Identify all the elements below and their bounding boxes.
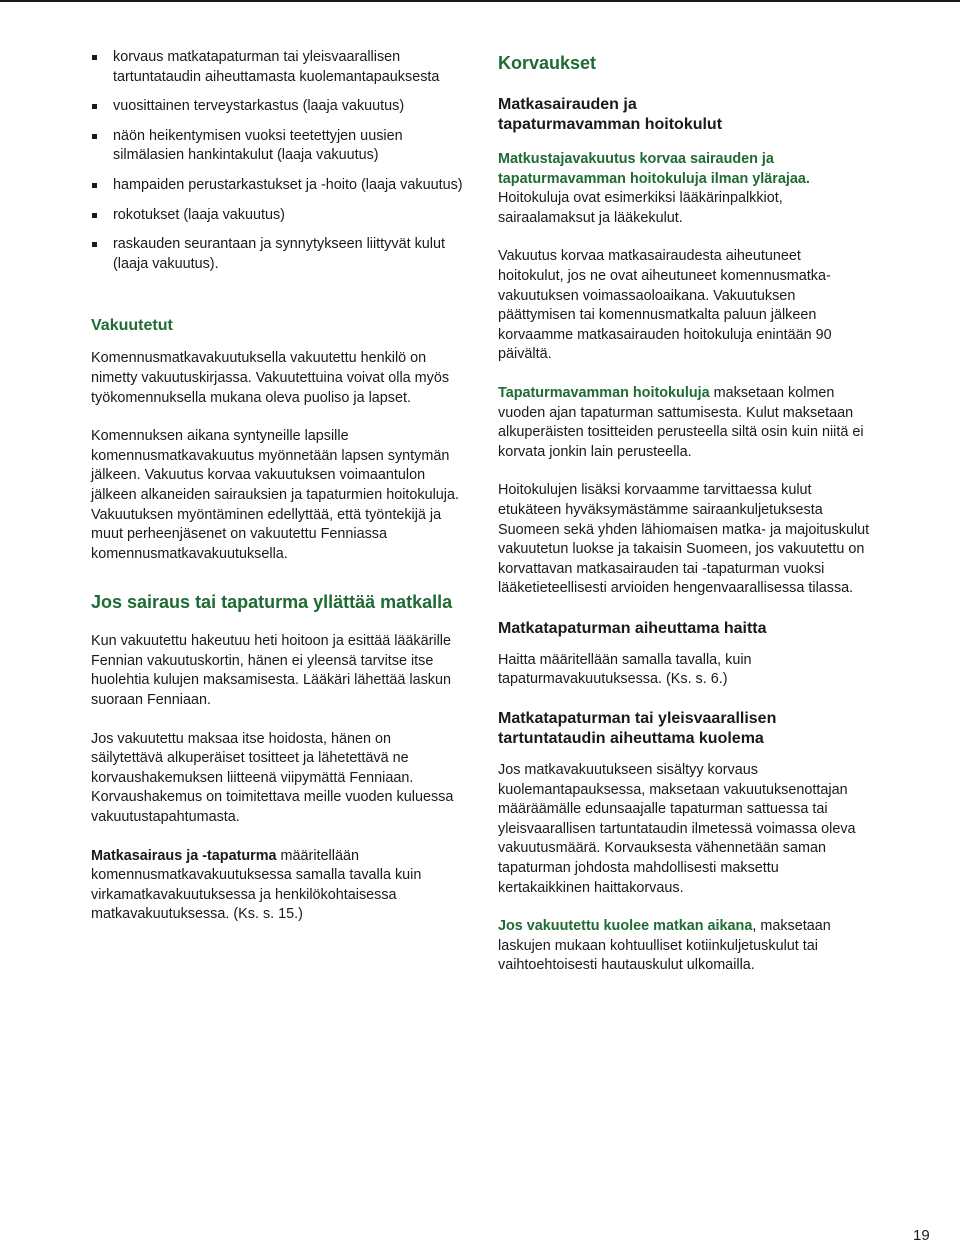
right-column bbox=[498, 48, 870, 976]
tapaturmavamma-term: Tapaturmavamman hoitokuluja bbox=[498, 384, 710, 401]
sairaus-paragraph-3 bbox=[91, 847, 466, 925]
tapaturmavamma-text: maksetaan kolmen vuoden ajan tapaturman sattumisesta. Kulut maksetaan alkuperäisten tositteiden perusteella siltä osin kuin niitä ei korvata jonkin lain perusteella. bbox=[498, 384, 864, 460]
ylaraja-statement: Matkustajavakuutus korvaa sairauden ja tapaturmavamman hoitokuluja ilman ylärajaa. bbox=[498, 151, 810, 187]
top-rule bbox=[0, 0, 960, 2]
vakuutetut-paragraph-2: Komennuksen aikana syntyneille lapsille komennusmatkavakuutus myönnetään lapsen syntymän jälkeen. Vakuutus korvaa vakuutuksen voimaantulon jälkeen alkaneiden sairauksien ja tapaturmien hoitokuluja. Vakuutuksen myöntäminen edellyttää, että työntekijä ja muut perheenjäsenet on vakuutettu Fenniassa komennusmatkavakuutuksella. bbox=[91, 428, 459, 562]
left-column bbox=[91, 48, 466, 925]
bullet-item: hampaiden perustarkastukset ja -hoito (laaja vakuutus) bbox=[91, 176, 466, 196]
haitta-paragraph: Haitta määritellään samalla tavalla, kuin tapaturmavakuutuksessa. (Ks. s. 6.) bbox=[498, 651, 752, 688]
bullet-item: korvaus matkatapaturman tai yleisvaarallisen tartuntataudin aiheuttamasta kuolemantapauksesta bbox=[91, 48, 466, 87]
hoitokulut-paragraph-3 bbox=[498, 384, 870, 462]
hoitokulut-examples: Hoitokuluja ovat esimerkiksi lääkärinpalkkiot, sairaalamaksut ja lääkekulut. bbox=[498, 190, 783, 226]
matkasairaus-term: Matkasairaus ja -tapaturma bbox=[91, 847, 277, 864]
kuolema-paragraph-2 bbox=[498, 917, 870, 976]
hoitokulut-paragraph-1 bbox=[498, 150, 870, 228]
sairaus-paragraph-1: Kun vakuutettu hakeutuu heti hoitoon ja esittää lääkärille Fennian vakuutuskortin, hänen ei yleensä tarvitse itse huolehtia kulujen maksamisesta. Lääkäri lähettää laskun suoraan Fenniaan. bbox=[91, 633, 452, 709]
haitta-subheading: Matkatapaturman aiheuttama haitta bbox=[498, 619, 767, 637]
vakuutetut-heading: Vakuutetut bbox=[91, 317, 173, 335]
bullet-item: raskauden seurantaan ja synnytykseen liittyvät kulut (laaja vakuutus). bbox=[91, 235, 466, 274]
bullet-item: näön heikentymisen vuoksi teetettyjen uusien silmälasien hankintakulut (laaja vakuutus) bbox=[91, 127, 466, 166]
bullet-item: rokotukset (laaja vakuutus) bbox=[91, 206, 466, 226]
matkasairaus-text: määritellään komennusmatkavakuutuksessa samalla tavalla kuin virkamatkavakuutuksessa ja henkilökohtaisessa matkavakuutuksessa. (Ks. s. 15.) bbox=[91, 847, 422, 923]
sairaus-paragraph-2: Jos vakuutettu maksaa itse hoidosta, hänen on säilytettävä alkuperäiset tositteet ja lähetettävä ne korvaushakemuksen liitteenä viipymättä Fenniaan. Korvaushakemus on toimitettava meille vuoden kuluessa vakuutustapahtumasta. bbox=[91, 730, 454, 826]
page-number: 19 bbox=[913, 1227, 930, 1244]
kuolema-subheading: Matkatapaturman tai yleisvaarallisen tartuntataudin aiheuttama kuolema bbox=[498, 710, 777, 748]
kuolee-matkalla-text: , maksetaan laskujen mukaan kohtuulliset kotiinkuljetuskulut tai vaihtoehtoisesti hautauskulut ulkomailla. bbox=[498, 918, 831, 974]
kuolema-paragraph-1: Jos matkavakuutukseen sisältyy korvaus kuolemantapauksessa, maksetaan vakuutuksenottajan määräämälle edunsaajalle tapaturman sattuessa tai yleisvaarallisen tartuntataudin ilmetessä voimassa oleva vakuutusmäärä. Korvauksesta vähennetään saman tapaturman johdosta mahdollisesti maksettu kertakaikkinen haittakorvaus. bbox=[498, 762, 856, 896]
kuolee-matkalla-term: Jos vakuutettu kuolee matkan aikana bbox=[498, 918, 753, 935]
bullet-item: vuosittainen terveystarkastus (laaja vakuutus) bbox=[91, 97, 466, 117]
hoitokulut-paragraph-4: Hoitokulujen lisäksi korvaamme tarvittaessa kulut etukäteen hyväksymästämme sairaankuljetuksesta Suomeen sekä yhden lähiomaisen matka- ja majoituskulut vakuutetun luokse ja takaisin Suomeen, jos vakuutettu on korvattavan matkasairauden tai -tapaturman vuoksi lääketieteellisesti arvioiden hengenvaarallisessa tilassa. bbox=[498, 482, 870, 597]
vakuutetut-paragraph-1: Komennusmatkavakuutuksella vakuutettu henkilö on nimetty vakuutuskirjassa. Vakuutettuina voivat olla myös työkomennuksella mukana oleva puoliso ja lapset. bbox=[91, 350, 450, 406]
hoitokulut-subheading: Matkasairauden ja tapaturmavamman hoitokulut bbox=[498, 96, 723, 133]
korvaukset-heading: Korvaukset bbox=[498, 53, 597, 73]
hoitokulut-paragraph-2: Vakuutus korvaa matkasairaudesta aiheutuneet hoitokulut, jos ne ovat aiheutuneet komennusmatka- vakuutuksen voimassaoloaikana. Vakuutuksen päättymisen tai komennusmatkalta paluun jälkeen korvaamme matkasairauden hoitokuluja enintään 90 päivältä. bbox=[498, 248, 832, 363]
sairaus-heading: Jos sairaus tai tapaturma yllättää matkalla bbox=[91, 592, 453, 613]
coverage-bullet-list bbox=[91, 48, 466, 274]
